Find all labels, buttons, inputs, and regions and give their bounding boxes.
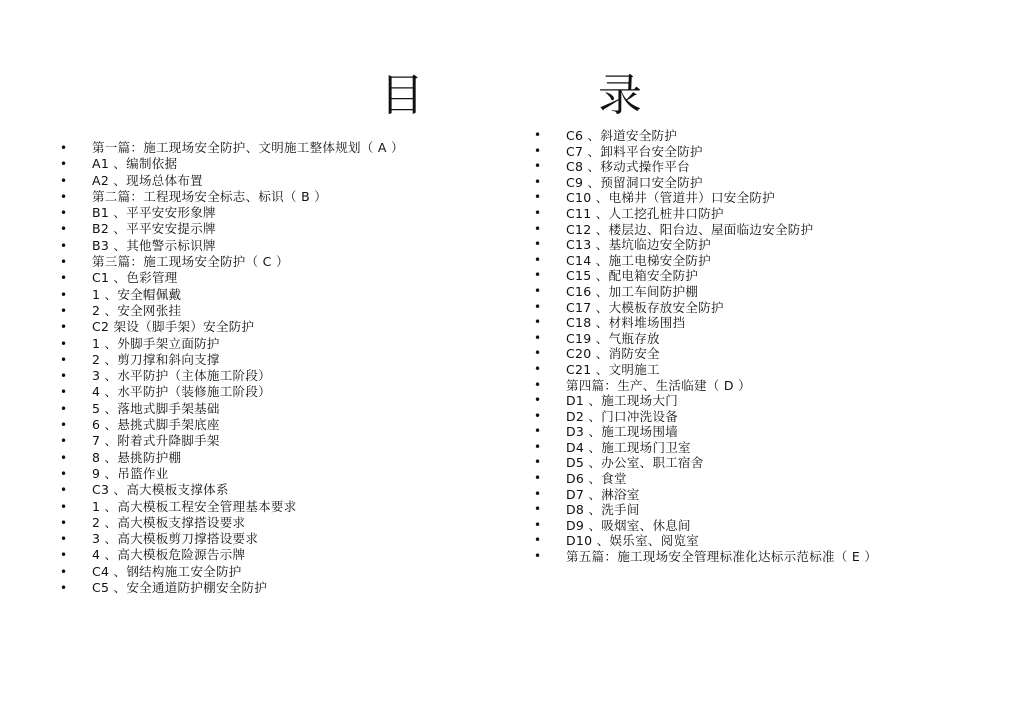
toc-entry-text: 6 、悬挑式脚手架底座 [92,417,220,433]
toc-entry [60,287,490,303]
toc-entry-text: 4 、水平防护（装修施工阶段） [92,384,271,400]
bullet-icon: • [534,533,542,548]
title-char-mu: 目 [380,70,424,121]
toc-entry-text: C15 、配电箱安全防护 [566,268,699,284]
bullet-icon: • [534,486,542,501]
toc-entry [60,433,490,449]
toc-entry [534,190,1004,206]
toc-entry [534,268,1004,284]
toc-entry-text: B2 、平平安安提示牌 [92,221,216,237]
toc-entry [60,303,490,319]
bullet-icon: • [534,377,542,392]
bullet-icon: • [60,173,68,188]
bullet-icon: • [60,157,68,172]
toc-entry-text: D6 、食堂 [566,471,627,487]
toc-entry [60,173,490,189]
page-title [0,70,1024,126]
toc-entry-text: A2 、现场总体布置 [92,172,203,188]
toc-entry [534,300,1004,316]
toc-entry-text: C10 、电梯井（管道井）口安全防护 [566,190,776,206]
toc-entry-text: D2 、门口冲洗设备 [566,408,679,424]
toc-entry [534,362,1004,378]
bullet-icon: • [60,206,68,221]
toc-entry [534,144,1004,160]
toc-entry [534,128,1004,144]
toc-entry [60,384,490,400]
bullet-icon: • [60,271,68,286]
toc-entry-text: D8 、洗手间 [566,502,640,518]
toc-entry [60,189,490,205]
toc-entry-text: 2 、安全网张挂 [92,302,182,318]
bullet-icon: • [60,418,68,433]
toc-entry-text: 第五篇：施工现场安全管理标准化达标示范标准（ E ） [566,549,878,565]
toc-entry [60,564,490,580]
toc-right-column [534,128,1004,565]
toc-entry-text: C18 、材料堆场围挡 [566,315,686,331]
toc-entry-text: C6 、斜道安全防护 [566,128,678,143]
bullet-icon: • [60,466,68,481]
bullet-icon: • [60,385,68,400]
bullet-icon: • [534,361,542,376]
toc-entry [534,471,1004,487]
toc-entry-text: C14 、施工电梯安全防护 [566,252,712,268]
bullet-icon: • [60,287,68,302]
bullet-icon: • [60,320,68,335]
toc-entry-text: C4 、钢结构施工安全防护 [92,563,242,579]
toc-entry [60,140,490,156]
toc-entry [534,409,1004,425]
toc-entry [60,221,490,237]
bullet-icon: • [534,439,542,454]
toc-entry-text: D4 、施工现场门卫室 [566,439,691,455]
toc-entry-text: C3 、高大模板支撑体系 [92,482,229,498]
toc-entry-text: 3 、水平防护（主体施工阶段） [92,368,271,384]
toc-entry [534,222,1004,238]
toc-entry-text: C7 、卸料平台安全防护 [566,143,703,159]
toc-entry-text: 第四篇：生产、生活临建（ D ） [566,377,751,393]
bullet-icon: • [534,174,542,189]
title-char-lu: 录 [598,70,642,121]
toc-entry [60,482,490,498]
bullet-icon: • [60,434,68,449]
toc-entry-text: 1 、安全帽佩戴 [92,286,182,302]
toc-entry-text: 3 、高大模板剪刀撑搭设要求 [92,531,259,547]
bullet-icon: • [534,408,542,423]
bullet-icon: • [534,471,542,486]
toc-entry-text: C17 、大模板存放安全防护 [566,299,724,315]
bullet-icon: • [60,303,68,318]
bullet-icon: • [60,548,68,563]
bullet-icon: • [60,189,68,204]
bullet-icon: • [60,401,68,416]
toc-entry-text: D5 、办公室、职工宿舍 [566,455,704,471]
toc-entry [534,502,1004,518]
toc-entry [534,175,1004,191]
toc-entry-text: 2 、剪刀撑和斜向支撑 [92,351,220,367]
toc-entry [60,368,490,384]
toc-entry [60,205,490,221]
bullet-icon: • [60,222,68,237]
bullet-icon: • [60,499,68,514]
bullet-icon: • [60,141,68,155]
toc-entry-text: 第三篇：施工现场安全防护（ C ） [92,254,289,270]
bullet-icon: • [534,393,542,408]
toc-entry-text: 4 、高大模板危险源告示牌 [92,547,246,563]
toc-entry-text: 第二篇：工程现场安全标志、标识（ B ） [92,188,328,204]
bullet-icon: • [534,237,542,252]
toc-entry [534,331,1004,347]
bullet-icon: • [60,581,68,596]
bullet-icon: • [534,346,542,361]
toc-entry-text: B1 、平平安安形象牌 [92,205,216,221]
toc-entry [60,466,490,482]
bullet-icon: • [534,268,542,283]
bullet-icon: • [534,424,542,439]
bullet-icon: • [534,221,542,236]
bullet-icon: • [534,330,542,345]
bullet-icon: • [60,483,68,498]
bullet-icon: • [60,564,68,579]
toc-entry-text: C13 、基坑临边安全防护 [566,237,712,253]
toc-entry-text: C16 、加工车间防护棚 [566,283,699,299]
toc-entry-text: B3 、其他警示标识牌 [92,237,216,253]
toc-entry [60,254,490,270]
bullet-icon: • [60,352,68,367]
toc-entry [60,238,490,254]
bullet-icon: • [60,255,68,270]
toc-entry-text: C8 、移动式操作平台 [566,159,690,175]
toc-entry-text: D3 、施工现场围墙 [566,424,679,440]
toc-entry [60,531,490,547]
toc-entry [534,346,1004,362]
toc-entry [534,315,1004,331]
bullet-icon: • [60,532,68,547]
toc-entry-text: C1 、色彩管理 [92,270,178,286]
toc-entry-text: D1 、施工现场大门 [566,393,679,409]
bullet-icon: • [534,159,542,174]
bullet-icon: • [60,515,68,530]
bullet-icon: • [60,238,68,253]
toc-entry-text: 8 、悬挑防护棚 [92,449,182,465]
toc-entry-text: 1 、外脚手架立面防护 [92,335,220,351]
toc-entry-text: 1 、高大模板工程安全管理基本要求 [92,498,297,514]
toc-entry [534,378,1004,394]
toc-entry [60,499,490,515]
toc-entry [534,253,1004,269]
toc-entry [60,352,490,368]
bullet-icon: • [60,336,68,351]
bullet-icon: • [534,143,542,158]
toc-entry-text: 7 、附着式升降脚手架 [92,433,220,449]
toc-entry [60,547,490,563]
toc-entry [534,487,1004,503]
toc-entry-text: C9 、预留洞口安全防护 [566,174,703,190]
bullet-icon: • [534,315,542,330]
bullet-icon: • [534,283,542,298]
toc-entry [60,319,490,335]
toc-left-column [60,140,490,596]
toc-entry [60,336,490,352]
bullet-icon: • [534,252,542,267]
bullet-icon: • [534,502,542,517]
toc-entry-text: D7 、淋浴室 [566,486,640,502]
bullet-icon: • [534,299,542,314]
toc-entry [534,440,1004,456]
toc-entry [534,455,1004,471]
toc-entry [60,580,490,596]
toc-entry-text: D9 、吸烟室、休息间 [566,517,691,533]
toc-entry [534,533,1004,549]
toc-entry-text: C19 、气瓶存放 [566,330,660,346]
toc-entry [534,159,1004,175]
bullet-icon: • [60,369,68,384]
toc-entry [534,549,1004,565]
toc-entry-text: A1 、编制依据 [92,156,178,172]
toc-entry-text: C12 、楼层边、阳台边、屋面临边安全防护 [566,221,814,237]
toc-entry-text: 2 、高大模板支撑搭设要求 [92,514,246,530]
toc-entry [60,401,490,417]
bullet-icon: • [534,455,542,470]
toc-entry [534,518,1004,534]
toc-entry-text: C11 、人工挖孔桩井口防护 [566,205,724,221]
toc-entry-text: 9 、吊篮作业 [92,465,169,481]
toc-entry [60,156,490,172]
toc-entry [60,515,490,531]
toc-entry-text: D10 、娱乐室、阅览室 [566,533,700,549]
toc-entry-text: C2 架设（脚手架）安全防护 [92,319,255,335]
toc-entry [534,393,1004,409]
toc-entry-text: C5 、安全通道防护棚安全防护 [92,580,268,596]
bullet-icon: • [534,190,542,205]
toc-entry-text: C21 、文明施工 [566,361,660,377]
bullet-icon: • [534,128,542,142]
bullet-icon: • [534,549,542,564]
toc-entry-text: 第一篇：施工现场安全防护、文明施工整体规划（ A ） [92,140,404,155]
toc-entry [60,417,490,433]
toc-entry [534,284,1004,300]
toc-entry [534,424,1004,440]
toc-entry-text: C20 、消防安全 [566,346,660,362]
toc-entry-text: 5 、落地式脚手架基础 [92,400,220,416]
bullet-icon: • [60,450,68,465]
toc-entry [60,450,490,466]
toc-entry [60,270,490,286]
toc-entry [534,206,1004,222]
bullet-icon: • [534,517,542,532]
toc-entry [534,237,1004,253]
bullet-icon: • [534,205,542,220]
